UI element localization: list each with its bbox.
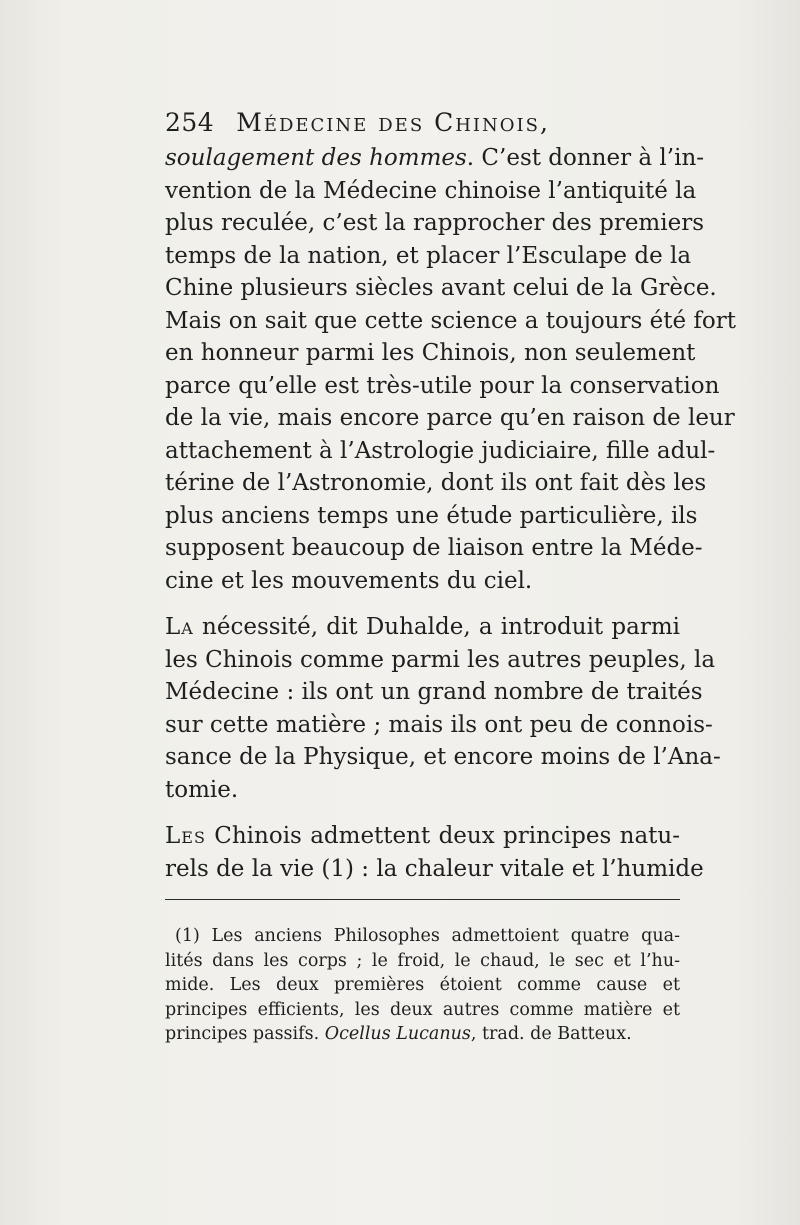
text-line [165,142,705,175]
footnote [165,924,680,1047]
text-line [165,611,680,644]
text-line: temps de la nation, et placer l’Esculape de la [165,242,692,269]
footnote-line: principes efficients, les deux autres comme matière et [165,999,680,1020]
footnote-divider [165,899,680,900]
paragraph-1 [165,142,736,597]
paragraph-2 [165,611,721,806]
text-line: Mais on sait que cette science a toujours été fort [165,307,736,334]
page-header [165,104,680,142]
text-line: de la vie, mais encore parce qu’en raison de leur [165,405,735,431]
text-line: en honneur parmi les Chinois, non seulement [165,340,696,366]
running-title: Médecine des Chinois, [236,108,550,137]
text-line: tomie. [165,776,239,803]
text-line: plus anciens temps une étude particulière, ils [165,502,698,529]
text-line: plus reculée, c’est la rapprocher des premiers [165,210,705,236]
text-line: cine et les mouvements du ciel. [165,567,533,594]
italic-phrase: soulagement des hommes [165,145,467,171]
smallcaps-lead: La [165,614,194,640]
text-line: supposent beaucoup de liaison entre la Méde- [165,535,703,561]
footnote-text: , trad. de Batteux. [470,1024,632,1044]
footnote-line: mide. Les deux premières étoient comme cause et [165,975,680,995]
text-line: les Chinois comme parmi les autres peuples, la [165,646,716,673]
line-rest: nécessité, dit Duhalde, a introduit parmi [193,614,680,640]
text-line: rels de la vie (1) : la chaleur vitale et l’humide [165,855,704,882]
footnote-text: principes passifs. [165,1024,325,1044]
page-number: 254 [165,108,215,137]
text-line: Chine plusieurs siècles avant celui de la Grèce. [165,275,717,301]
text-line [165,820,680,853]
text-line: vention de la Médecine chinoise l’antiquité la [165,177,697,204]
text-line: sur cette matière ; mais ils ont peu de connois- [165,711,713,738]
paragraph-3 [165,820,704,885]
text-line: térine de l’Astronomie, dont ils ont fait dès les [165,470,707,496]
footnote-line: lités dans les corps ; le froid, le chaud, le sec et l’hu- [165,950,680,971]
footnote-line [165,1022,680,1047]
text-line: Médecine : ils ont un grand nombre de traités [165,679,703,705]
text-line: sance de la Physique, et encore moins de l’Ana- [165,744,721,770]
footnote-line: (1) Les anciens Philosophes admettoient quatre qua- [175,926,680,946]
line-rest: . C’est donner à l’in- [466,145,705,171]
text-line: attachement à l’Astrologie judiciaire, fille adul- [165,437,716,464]
footnote-italic-citation: Ocellus Lucanus [324,1024,471,1044]
line-rest: Chinois admettent deux principes natu- [205,823,680,849]
smallcaps-lead: Les [165,823,206,849]
text-block [165,104,736,1047]
text-line: parce qu’elle est très-utile pour la conservation [165,372,720,399]
